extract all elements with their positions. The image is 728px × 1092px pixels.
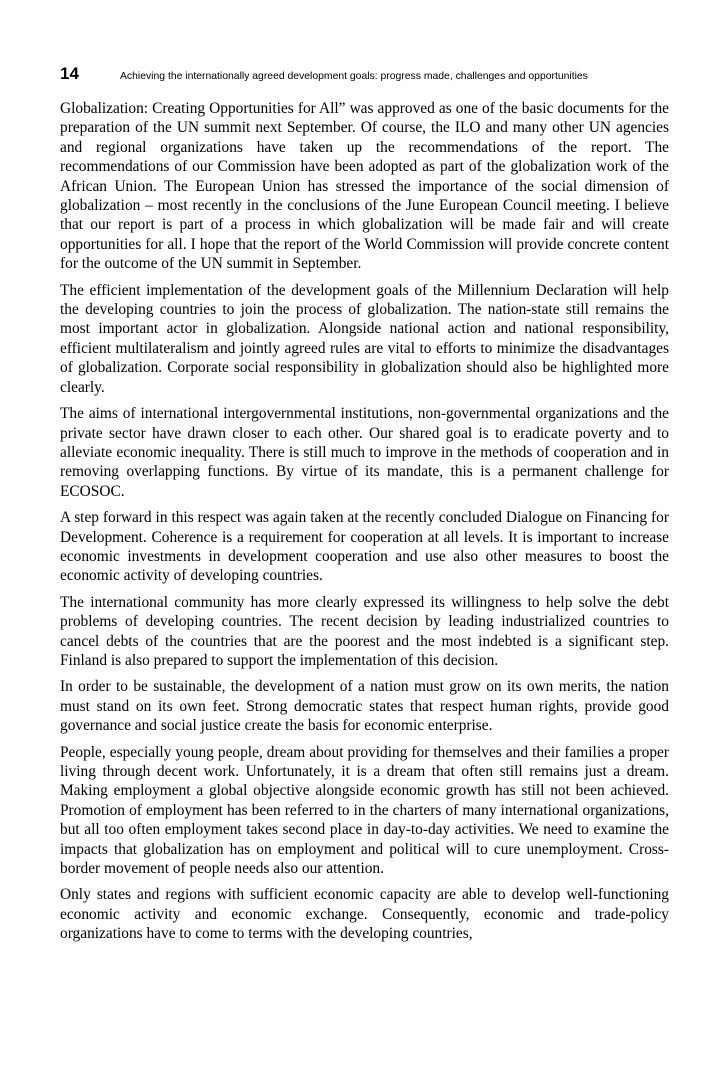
running-head: Achieving the internationally agreed development goals: progress made, challenges and opportunities [120, 71, 588, 82]
paragraph: People, especially young people, dream about providing for themselves and their families a proper living through decent work. Unfortunately, it is a dream that often still remains just a dream. Making employment a global objective alongside economic growth has still not been achieved. Promotion of employment has been referred to in the charters of many international organizations, but all too often employment takes second place in day-to-day activities. We need to examine the impacts that globalization has on employment and political will to cure unemployment. Cross-border movement of people needs also our attention. [60, 743, 669, 878]
body-text [60, 99, 669, 951]
page-number: 14 [60, 64, 79, 83]
document-page [60, 0, 669, 1092]
page-header [60, 64, 669, 88]
paragraph: The efficient implementation of the development goals of the Millennium Declaration will help the developing countries to join the process of globalization. The nation-state still remains the most important actor in globalization. Alongside national action and national responsibility, efficient multilateralism and jointly agreed rules are vital to efforts to minimize the disadvantages of globalization. Corporate social responsibility in globalization should also be highlighted more clearly. [60, 281, 669, 396]
paragraph: Globalization: Creating Opportunities for All” was approved as one of the basic documents for the preparation of the UN summit next September. Of course, the ILO and many other UN agencies and regional organizations have taken up the recommendations of the report. The recommendations of our Commission have been adopted as part of the globalization work of the African Union. The European Union has stressed the importance of the social dimension of globalization – most recently in the conclusions of the June European Council meeting. I believe that our report is part of a process in which globalization will be made fair and will create opportunities for all. I hope that the report of the World Commission will provide concrete content for the outcome of the UN summit in September. [60, 100, 669, 273]
paragraph: A step forward in this respect was again taken at the recently concluded Dialogue on Financing for Development. Coherence is a requirement for cooperation at all levels. It is important to increase economic investments in development cooperation and use also other measures to boost the economic activity of developing countries. [60, 509, 669, 585]
paragraph: In order to be sustainable, the development of a nation must grow on its own merits, the nation must stand on its own feet. Strong democratic states that respect human rights, provide good governance and social justice create the basis for economic enterprise. [60, 678, 669, 735]
paragraph: The international community has more clearly expressed its willingness to help solve the debt problems of developing countries. The recent decision by leading industrialized countries to cancel debts of the countries that are the poorest and the most indebted is a significant step. Finland is also prepared to support the implementation of this decision. [60, 593, 669, 669]
paragraph: Only states and regions with sufficient economic capacity are able to develop well-functioning economic activity and economic exchange. Consequently, economic and trade-policy organizations have to come to terms with the developing countries, [60, 886, 669, 943]
paragraph: The aims of international intergovernmental institutions, non-governmental organizations and the private sector have drawn closer to each other. Our shared goal is to eradicate poverty and to alleviate economic inequality. There is still much to improve in the methods of cooperation and in removing overlapping functions. By virtue of its mandate, this is a permanent challenge for ECOSOC. [60, 405, 669, 500]
